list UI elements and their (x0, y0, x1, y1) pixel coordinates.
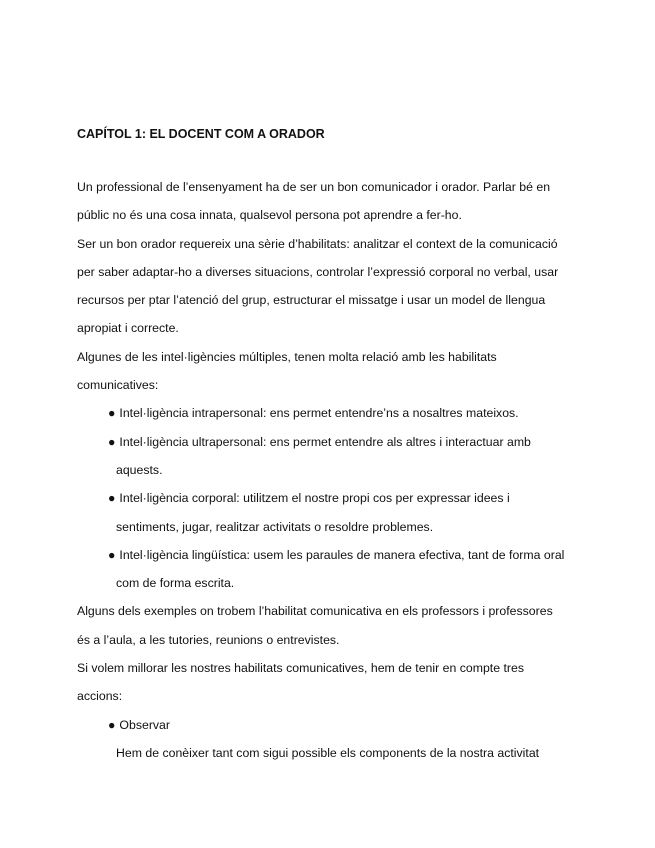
list-item (77, 428, 567, 485)
list-item-text: Intel·ligència intrapersonal: ens permet entendre’ns a nosaltres mateixos. (119, 406, 519, 421)
list-item-text: Intel·ligència lingüística: usem les paraules de manera efectiva, tant de forma oral com de forma escrita. (116, 547, 565, 591)
list-item-text: Intel·ligència corporal: utilitzem el nostre propi cos per expressar idees i sentiments, jugar, realitzar activitats o resoldre problemes. (116, 491, 510, 534)
actions-list (77, 711, 567, 739)
list-item (77, 484, 567, 541)
chapter-body (77, 173, 567, 767)
list-item (77, 541, 567, 598)
list-item (77, 711, 567, 739)
action-label: Observar (119, 717, 170, 732)
bullet-icon: ● (108, 491, 116, 506)
action-description: Hem de conèixer tant com sigui possible els components de la nostra activitat (116, 745, 540, 760)
bullet-icon: ● (108, 406, 116, 421)
intelligences-list (77, 399, 567, 597)
paragraph-examples: Alguns dels exemples on trobem l’habilitat comunicativa en els professors i professores és a l’aula, a les tutories, reunions o entrevistes. (77, 604, 553, 647)
paragraph-actions-intro: Si volem millorar les nostres habilitats comunicatives, hem de tenir en compte tres accions: (77, 661, 524, 704)
paragraph-intro: Un professional de l’ensenyament ha de ser un bon comunicador i orador. Parlar bé en públic no és una cosa innata, qualsevol persona pot aprendre a fer-ho. (77, 180, 551, 223)
chapter-title: CAPÍTOL 1: EL DOCENT COM A ORADOR (77, 127, 325, 141)
bullet-icon: ● (108, 434, 116, 449)
paragraph-skills: Ser un bon orador requereix una sèrie d’habilitats: analitzar el context de la comunicació per saber adaptar-ho a diverses situacions, controlar l’expressió corporal no verbal, usar recursos per ptar l’atenció del grup, estructurar el missatge i usar un model de llengua apropiat i correcte. (77, 236, 559, 336)
bullet-icon: ● (108, 717, 116, 732)
list-item-text: Intel·ligència ultrapersonal: ens permet entendre als altres i interactuar amb aquests. (116, 434, 531, 477)
list-item (77, 399, 567, 427)
bullet-icon: ● (108, 547, 116, 562)
paragraph-intelligences-intro: Algunes de les intel·ligències múltiples, tenen molta relació amb les habilitats comunicatives: (77, 349, 497, 393)
